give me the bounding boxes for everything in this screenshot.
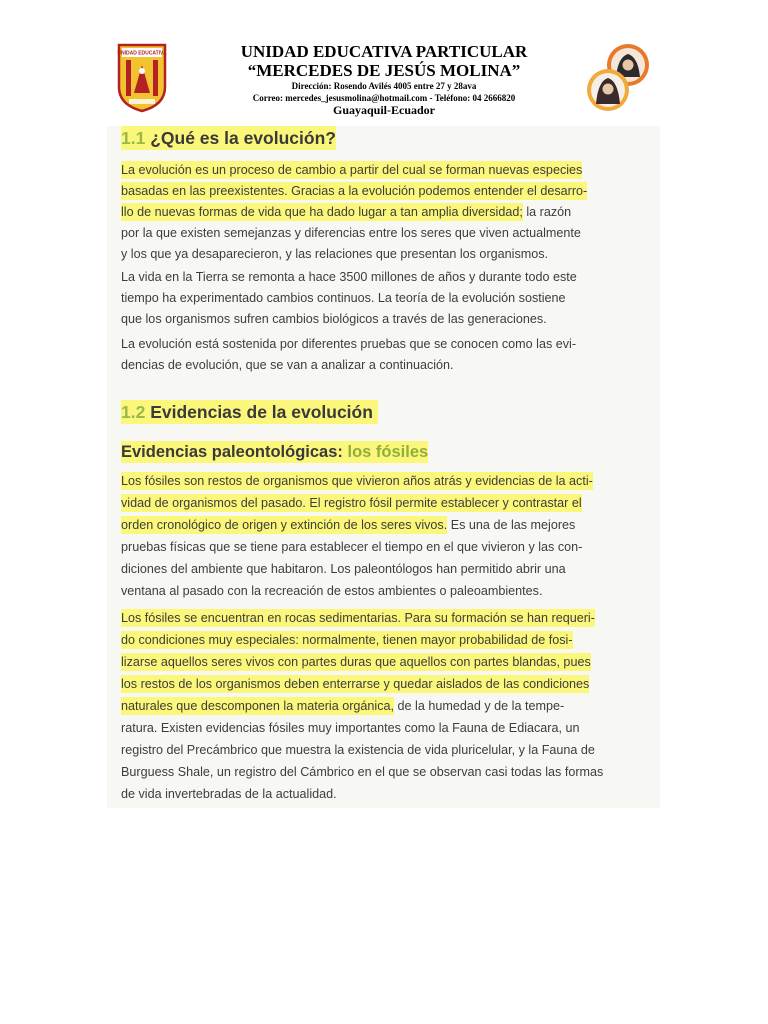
section-number: 1.2 — [121, 402, 146, 422]
school-type: UNIDAD EDUCATIVA PARTICULAR — [240, 42, 528, 61]
text-line: orden cronológico de origen y extinción de los seres vivos. Es una de las mejores — [121, 518, 576, 532]
textbook-scan — [107, 126, 660, 808]
text-line: por la que existen semejanzas y diferencias entre los seres que viven actualmente — [121, 226, 581, 240]
text-line: llo de nuevas formas de vida que ha dado lugar a tan amplia diversidad; la razón — [121, 205, 572, 219]
school-address: Dirección: Rosendo Avilés 4005 entre 27 y 28ava — [291, 81, 477, 91]
founder-portraits-logo — [586, 43, 652, 113]
text-line: naturales que descomponen la materia orgánica, de la humedad y de la tempe- — [121, 699, 565, 713]
text-line: Los fósiles son restos de organismos que vivieron años atrás y evidencias de la acti- — [121, 474, 593, 488]
text-line: que los organismos sufren cambios biológicos a través de las generaciones. — [121, 312, 547, 326]
text-line: pruebas físicas que se tiene para establecer el tiempo en el que vivieron y las con- — [121, 540, 583, 554]
section-title: ¿Qué es la evolución? — [150, 128, 336, 148]
text-line: La vida en la Tierra se remonta a hace 3500 millones de años y durante todo este — [121, 270, 577, 284]
text-line: ratura. Existen evidencias fósiles muy importantes como la Fauna de Ediacara, un — [121, 721, 580, 735]
school-crest-logo — [116, 43, 168, 113]
school-contact: Correo: mercedes_jesusmolina@hotmail.com - Teléfono: 04 2666820 — [252, 93, 516, 103]
school-info — [200, 42, 568, 117]
school-city: Guayaquil-Ecuador — [332, 103, 436, 117]
text-line: La evolución está sostenida por diferentes pruebas que se conocen como las evi- — [121, 337, 577, 351]
text-line: tiempo ha experimentado cambios continuos. La teoría de la evolución sostiene — [121, 291, 566, 305]
text-line: lizarse aquellos seres vivos con partes duras que aquellos con partes blandas, pues — [121, 655, 591, 669]
text-line: Burguess Shale, un registro del Cámbrico en el que se observan casi todas las formas — [121, 765, 604, 779]
text-line: do condiciones muy especiales: normalmente, tienen mayor probabilidad de fosi- — [121, 633, 573, 647]
svg-text:UNIDAD EDUCATIVA: UNIDAD EDUCATIVA — [117, 50, 167, 57]
subsection-heading: Evidencias paleontológicas: los fósiles — [121, 443, 429, 461]
text-line: los restos de los organismos deben enterrarse y quedar aislados de las condiciones — [121, 677, 590, 691]
text-line: dencias de evolución, que se van a analizar a continuación. — [121, 358, 454, 372]
text-line: diciones del ambiente que habitaron. Los paleontólogos han permitido abrir una — [121, 562, 566, 576]
section-heading-1-2 — [121, 404, 378, 420]
document-header — [0, 0, 768, 125]
text-line: ventana al pasado con la recreación de estos ambientes o paleoambientes. — [121, 584, 543, 598]
text-line: vidad de organismos del pasado. El registro fósil permite establecer y contrastar el — [121, 496, 582, 510]
text-line: de vida invertebradas de la actualidad. — [121, 787, 337, 801]
text-line: basadas en las preexistentes. Gracias a la evolución podemos entender el desarro- — [121, 184, 588, 198]
text-line: La evolución es un proceso de cambio a partir del cual se forman nuevas especies — [121, 163, 583, 177]
text-line: Los fósiles se encuentran en rocas sedimentarias. Para su formación se han requeri- — [121, 611, 595, 625]
text-line: registro del Precámbrico que muestra la existencia de vida pluricelular, y la Fauna de — [121, 743, 595, 757]
text-line: y los que ya desaparecieron, y las relaciones que presentan los organismos. — [121, 247, 549, 261]
section-heading-1-1 — [121, 130, 336, 146]
school-name: “MERCEDES DE JESÚS MOLINA” — [247, 61, 521, 80]
section-title: Evidencias de la evolución — [150, 402, 373, 422]
section-number: 1.1 — [121, 128, 146, 148]
